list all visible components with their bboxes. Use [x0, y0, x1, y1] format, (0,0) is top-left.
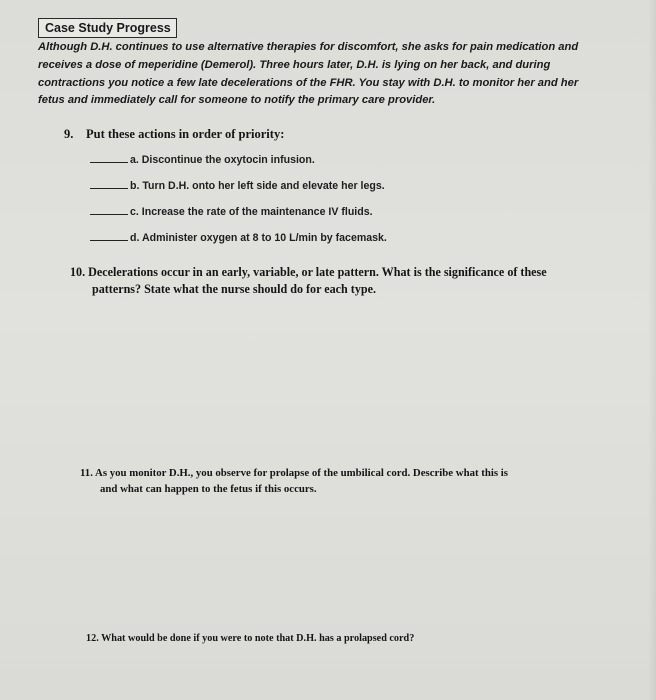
question-number: 11.: [80, 467, 93, 479]
answer-blank[interactable]: [90, 230, 128, 241]
priority-option-a: [90, 152, 315, 166]
option-text: c. Increase the rate of the maintenance IV fluids.: [130, 206, 373, 218]
case-study-section: [38, 18, 618, 114]
question-text-line: As you monitor D.H., you observe for prolapse of the umbilical cord. Describe what this is: [95, 467, 508, 479]
answer-blank[interactable]: [90, 204, 128, 215]
priority-option-c: [90, 204, 373, 218]
question-12: [86, 633, 606, 644]
case-study-line: contractions you notice a few late decelerations of the FHR. You stay with D.H. to monitor her and her: [38, 76, 579, 89]
priority-option-d: [90, 230, 387, 244]
question-9: [64, 127, 284, 142]
case-study-line: fetus and immediately call for someone to notify the primary care provider.: [38, 94, 436, 107]
page-edge-shadow: [648, 0, 656, 700]
question-prompt: Put these actions in order of priority:: [86, 127, 285, 141]
option-text: b. Turn D.H. onto her left side and elevate her legs.: [130, 180, 385, 192]
question-text-line: Decelerations occur in an early, variable, or late pattern. What is the significance of these: [88, 265, 547, 279]
question-text-line: patterns? State what the nurse should do for each type.: [92, 282, 376, 296]
option-text: a. Discontinue the oxytocin infusion.: [130, 154, 315, 166]
case-study-title: Case Study Progress: [38, 18, 177, 38]
question-number: 9.: [64, 127, 74, 141]
priority-option-b: [90, 178, 385, 192]
question-number: 12.: [86, 633, 99, 644]
case-study-line: Although D.H. continues to use alternative therapies for discomfort, she asks for pain medication and: [38, 41, 579, 53]
answer-blank[interactable]: [90, 178, 128, 189]
question-text-line: and what can happen to the fetus if this occurs.: [100, 482, 317, 495]
option-text: d. Administer oxygen at 8 to 10 L/min by facemask.: [130, 232, 387, 244]
question-number: 10.: [70, 265, 86, 279]
question-text: What would be done if you were to note that D.H. has a prolapsed cord?: [101, 633, 415, 644]
question-10: [70, 264, 610, 298]
case-study-text: [38, 39, 618, 110]
question-11: [80, 466, 610, 497]
answer-blank[interactable]: [90, 152, 128, 163]
case-study-line: receives a dose of meperidine (Demerol). Three hours later, D.H. is lying on her back, and during: [38, 58, 551, 71]
